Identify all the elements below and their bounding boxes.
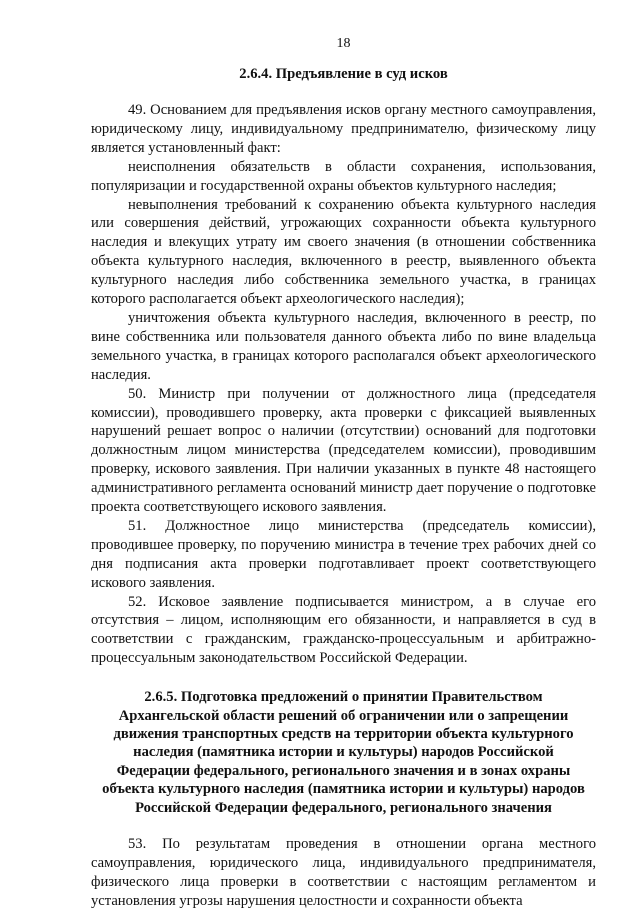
list-item-nonfulfillment: неисполнения обязательств в области сохранения, использования, популяризации и государственной охраны объектов культурного наследия; bbox=[91, 158, 596, 194]
section-title-line: объекта культурного наследия (памятника истории и культуры) народов bbox=[102, 781, 585, 798]
list-item-destruction: уничтожения объекта культурного наследия, включенного в реестр, по вине собственника или пользователя данного объекта либо по вине владельца земельного участка, в границах которого располагался объект археологического наследия. bbox=[91, 309, 596, 383]
section-title: 2.6.4. Предъявление в суд исков bbox=[239, 66, 448, 82]
section-title-line: Российской Федерации федерального, регионального значения bbox=[135, 799, 552, 816]
paragraph-49: 49. Основанием для предъявления исков органу местного самоуправления, юридическому лицу, индивидуальному предпринимателю, физическому лицу является установленный факт: bbox=[91, 102, 596, 156]
section-title-line: Архангельской области решений об ограничении или о запрещении bbox=[118, 707, 569, 724]
section-title-line: движения транспортных средств на территории объекта культурного bbox=[113, 726, 574, 742]
section-title-line: 2.6.5. Подготовка предложений о принятии Правительством bbox=[144, 689, 543, 706]
paragraph-51: 51. Должностное лицо министерства (председатель комиссии), проводившее проверку, по поручению министра в течение трех рабочих дней со дня подписания акта проверки подготавливает проект соответствующего искового заявления. bbox=[91, 517, 596, 591]
section-title-2 bbox=[95, 688, 592, 817]
section-title-line: Федерации федерального, регионального значения и в зонах охраны bbox=[116, 762, 571, 779]
list-item-noncompliance: невыполнения требований к сохранению объекта культурного наследия или совершения действий, угрожающих сохранности объекта культурного наследия и влекущих утрату им своего значения (в отношении собственника объекта культурного наследия, включенного в реестр, выявленного объекта культурного наследия либо собственника земельного участка, в границах которого располагается объект археологического наследия); bbox=[91, 196, 596, 308]
paragraph-53: 53. По результатам проведения в отношении органа местного самоуправления, юридического лица, индивидуального предпринимателя, физического лица проверки в соответствии с настоящим регламентом и установления угрозы нарушения целостности и сохранности объекта bbox=[91, 836, 596, 909]
paragraph-50: 50. Министр при получении от должностного лица (председателя комиссии), проводившего проверку, акта проверки с фиксацией выявленных нарушений решает вопрос о наличии (отсутствии) оснований для подготовки должностным лицом министерства (председателем комиссии), проводившим проверку, искового заявления. При наличии указанных в пункте 48 настоящего административного регламента оснований министр дает поручение о подготовке проекта соответствующего искового заявления. bbox=[91, 385, 596, 516]
paragraph-52: 52. Исковое заявление подписывается министром, а в случае его отсутствия – лицом, исполняющим его обязанности, и направляется в суд в соответствии с гражданским, гражданско-процессуальным и арбитражно-процессуальным законодательством Российской Федерации. bbox=[91, 593, 596, 667]
page-number: 18 bbox=[336, 36, 351, 51]
section-title-line: наследия (памятника истории и культуры) народов Российской bbox=[133, 744, 554, 761]
